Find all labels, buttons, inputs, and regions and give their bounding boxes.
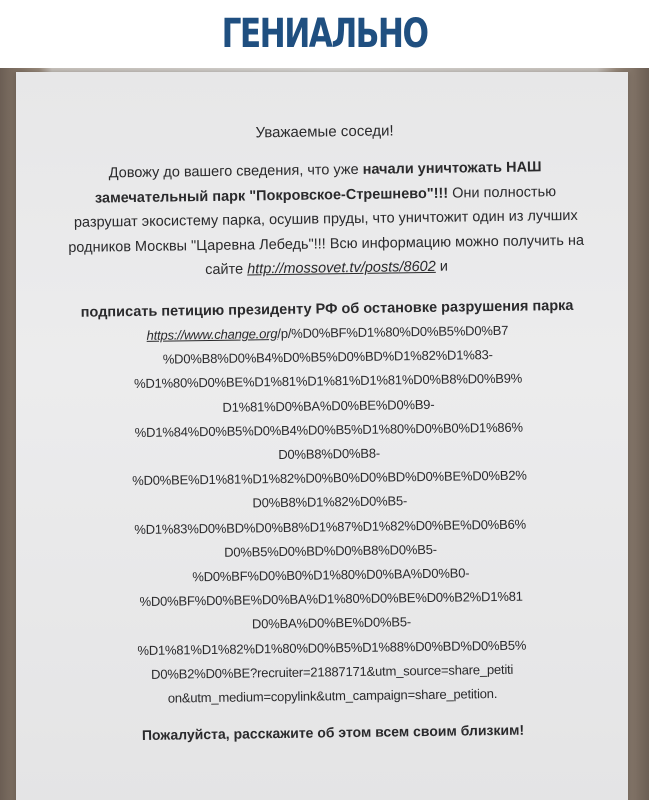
petition-url-line: D0%B5%D0%BD%D0%B8%D0%B5- bbox=[224, 541, 437, 560]
petition-url-path: /p/%D0%BF%D1%80%D0%B5%D0%B7 bbox=[277, 322, 509, 342]
petition-url-line: D0%B8%D1%82%D0%B5- bbox=[252, 493, 408, 511]
petition-heading: подписать петицию президенту РФ об остановке разрушения парка bbox=[80, 297, 574, 321]
petition-url-line: %D1%81%D1%82%D1%80%D0%B5%D1%88%D0%BD%D0%B5% bbox=[137, 637, 527, 658]
petition-url-line: %D0%BE%D1%81%D1%82%D0%B0%D0%BD%D0%BE%D0%B2% bbox=[132, 467, 527, 489]
notice-greeting: Уважаемые соседи! bbox=[255, 122, 394, 142]
petition-url-line: D0%B2%D0%BE?recruiter=21887171&utm_source=share_petiti bbox=[151, 661, 514, 682]
petition-url-domain: https://www.change.org bbox=[146, 326, 278, 343]
petition-url-line: %D0%B8%D0%B4%D0%B5%D0%BD%D1%82%D1%83- bbox=[162, 347, 493, 367]
notice-paragraph-body: Они полностью разрушат экосистему парка, осушив пруды, что уничтожит один из лучших родников Москвы "Царевна Лебедь"!!! Всю информацию можно получить на сайте bbox=[68, 183, 585, 279]
notice-closing: Пожалуйста, расскажите об этом всем своим близким! bbox=[141, 721, 525, 744]
petition-url-line: on&utm_medium=copylink&utm_campaign=share_petition. bbox=[167, 686, 498, 706]
meme-title: ГЕНИАЛЬНО bbox=[221, 11, 428, 57]
notice-paragraph-bold: начали уничтожать НАШ замечательный парк "Покровское-Стрешнево"!!! bbox=[94, 159, 542, 207]
petition-url-line: %D1%83%D0%BD%D0%B8%D1%87%D1%82%D0%BE%D0%B6% bbox=[134, 516, 527, 537]
petition-url-line: D1%81%D0%BA%D0%BE%D0%B9- bbox=[222, 396, 435, 415]
notice-paragraph bbox=[65, 155, 587, 285]
petition-url-line: D0%B8%D0%B8- bbox=[278, 445, 381, 463]
petition-url-line: %D0%BF%D0%B0%D1%80%D0%BA%D0%B0- bbox=[192, 565, 470, 585]
notice-text-block bbox=[64, 83, 593, 746]
petition-url-line: %D1%80%D0%BE%D1%81%D1%81%D1%81%D0%B8%D0%B9% bbox=[133, 371, 523, 392]
petition-url-line: %D1%84%D0%B5%D0%B4%D0%B5%D1%80%D0%B0%D1%86% bbox=[134, 419, 523, 440]
notice-paper bbox=[16, 72, 628, 800]
photo bbox=[0, 68, 649, 800]
notice-paragraph-tail: и bbox=[435, 258, 448, 275]
petition-url bbox=[67, 318, 592, 712]
mossovet-link: http://mossovet.tv/posts/8602 bbox=[247, 258, 436, 278]
petition-url-line: %D0%BF%D0%BE%D0%BA%D1%80%D0%BE%D0%B2%D1%81 bbox=[139, 588, 523, 610]
meme-header bbox=[0, 0, 649, 68]
petition-url-line: D0%BA%D0%BE%D0%B5- bbox=[251, 614, 412, 632]
notice-paragraph-intro: Довожу до вашего сведения, что уже bbox=[108, 161, 363, 182]
